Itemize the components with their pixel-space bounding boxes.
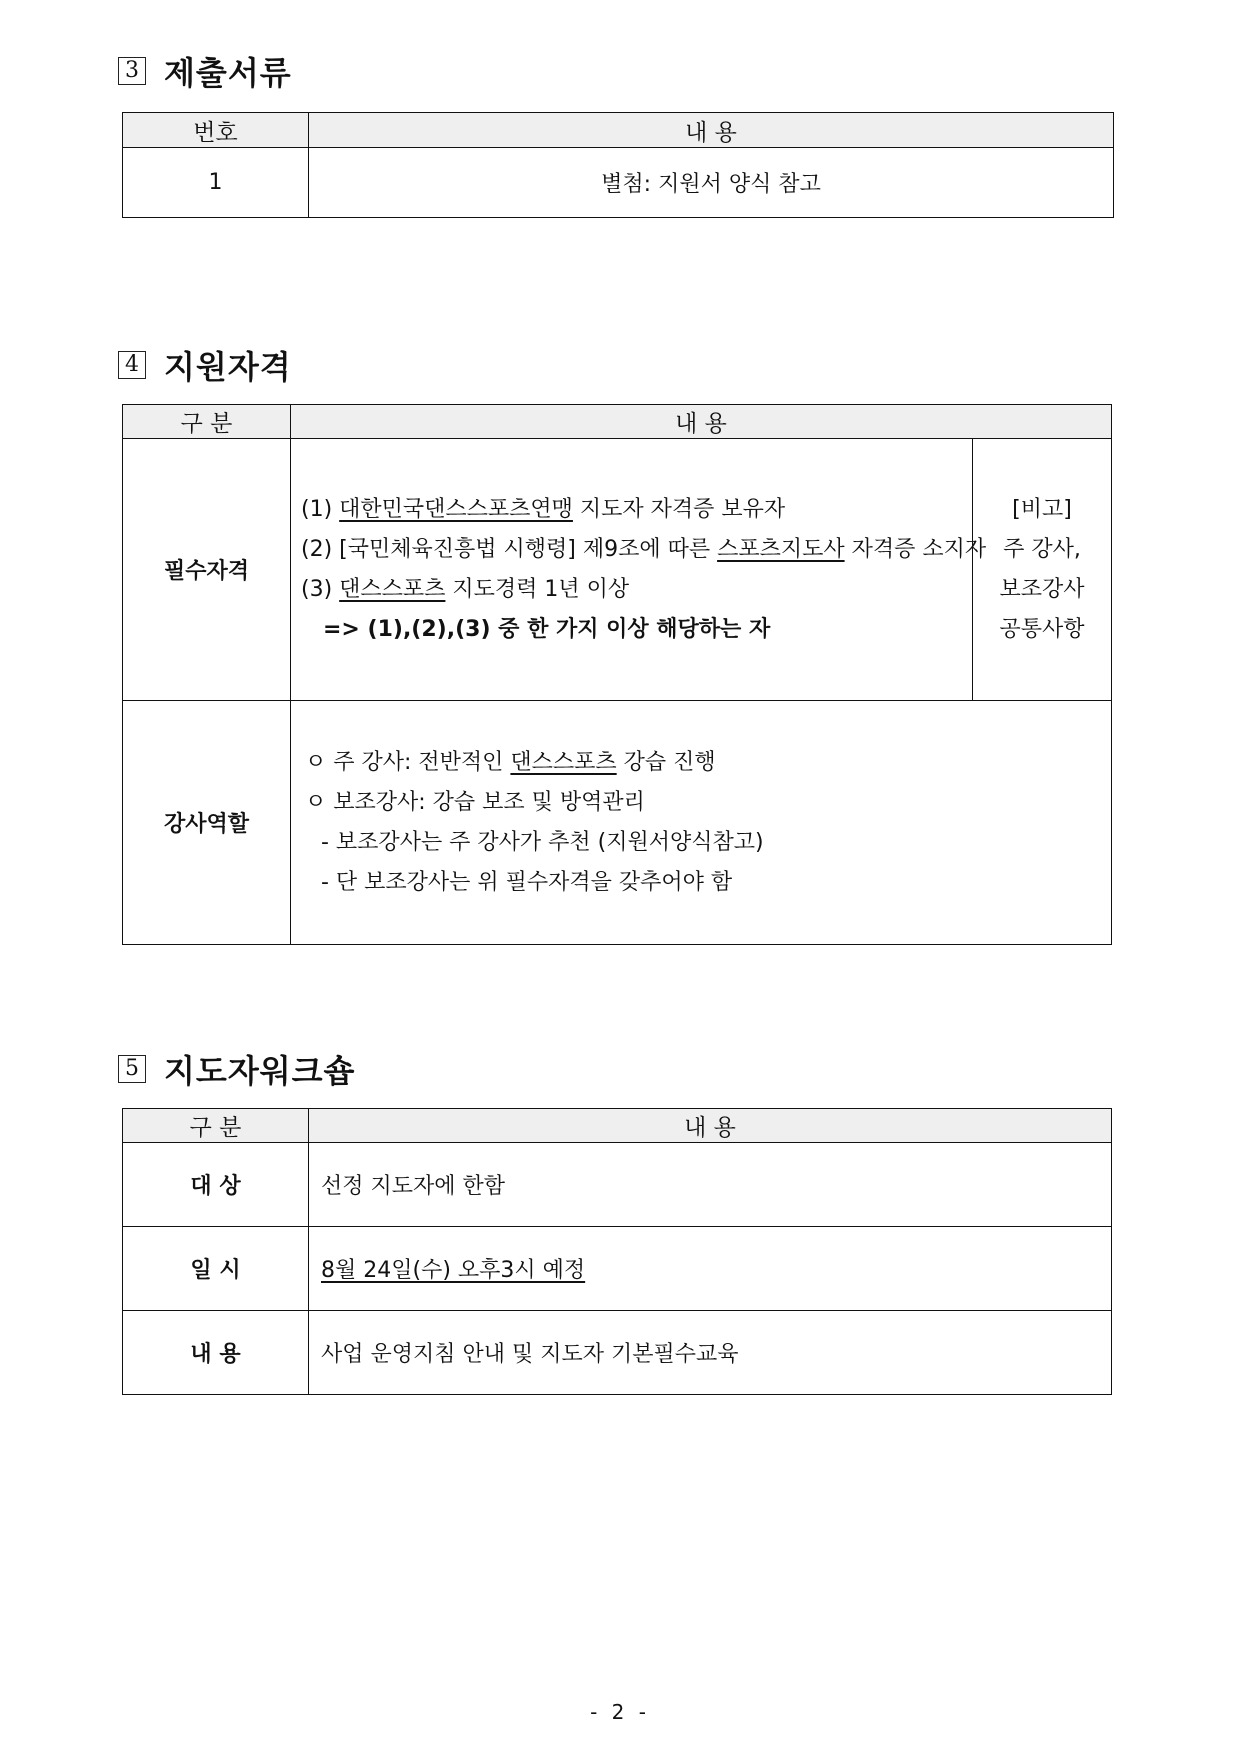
documents-table [122, 112, 1114, 218]
role-label: 강사역할 [123, 701, 291, 945]
header-content: 내 용 [309, 113, 1114, 148]
row-content [309, 1227, 1112, 1311]
qualification-table [122, 404, 1112, 945]
requirement-1: (1) 대한민국댄스스포츠연맹 지도자 자격증 보유자 [301, 496, 786, 522]
row-label: 대 상 [123, 1143, 309, 1227]
section3-title: 제출서류 [164, 54, 292, 92]
header-content: 내 용 [291, 405, 1112, 439]
header-category: 구 분 [123, 405, 291, 439]
note-cell [973, 439, 1112, 701]
note-line: 주 강사, [1003, 536, 1081, 562]
row-content: 별첨: 지원서 양식 참고 [309, 148, 1114, 218]
note-line: [비고] [1012, 496, 1072, 522]
header-category: 구 분 [123, 1109, 309, 1143]
requirement-2: (2) [국민체육진흥법 시행령] 제9조에 따른 스포츠지도사 자격증 소지자 [301, 536, 987, 562]
requirement-3: (3) 댄스스포츠 지도경력 1년 이상 [301, 576, 630, 602]
section5-title: 지도자워크숍 [164, 1052, 356, 1090]
role-line: - 보조강사는 주 강사가 추천 (지원서양식참고) [321, 829, 764, 855]
section4-heading [118, 342, 292, 388]
header-content: 내 용 [309, 1109, 1112, 1143]
row-content: 사업 운영지침 안내 및 지도자 기본필수교육 [309, 1311, 1112, 1395]
role-line: ㅇ 보조강사: 강습 보조 및 방역관리 [305, 789, 645, 815]
row-number: 1 [123, 148, 309, 218]
row-label: 일 시 [123, 1227, 309, 1311]
section3-number: 3 [118, 57, 146, 85]
note-line: 공통사항 [999, 616, 1085, 642]
row-label: 내 용 [123, 1311, 309, 1395]
section4-title: 지원자격 [164, 348, 292, 386]
role-content [291, 701, 1112, 945]
note-line: 보조강사 [999, 576, 1085, 602]
header-no: 번호 [123, 113, 309, 148]
required-label: 필수자격 [123, 439, 291, 701]
section3-heading [118, 48, 292, 94]
section4-number: 4 [118, 351, 146, 379]
required-content [291, 439, 987, 701]
section5-heading [118, 1046, 355, 1092]
role-line: ㅇ 주 강사: 전반적인 댄스스포츠 강습 진행 [305, 749, 716, 775]
workshop-table [122, 1108, 1112, 1395]
role-line: - 단 보조강사는 위 필수자격을 갖추어야 함 [321, 869, 733, 895]
row-content: 선정 지도자에 한함 [309, 1143, 1112, 1227]
requirement-summary: => (1),(2),(3) 중 한 가지 이상 해당하는 자 [323, 616, 771, 642]
schedule-text: 8월 24일(수) 오후3시 예정 [321, 1258, 586, 1283]
page-number: - 2 - [590, 1700, 650, 1724]
section5-number: 5 [118, 1055, 146, 1083]
